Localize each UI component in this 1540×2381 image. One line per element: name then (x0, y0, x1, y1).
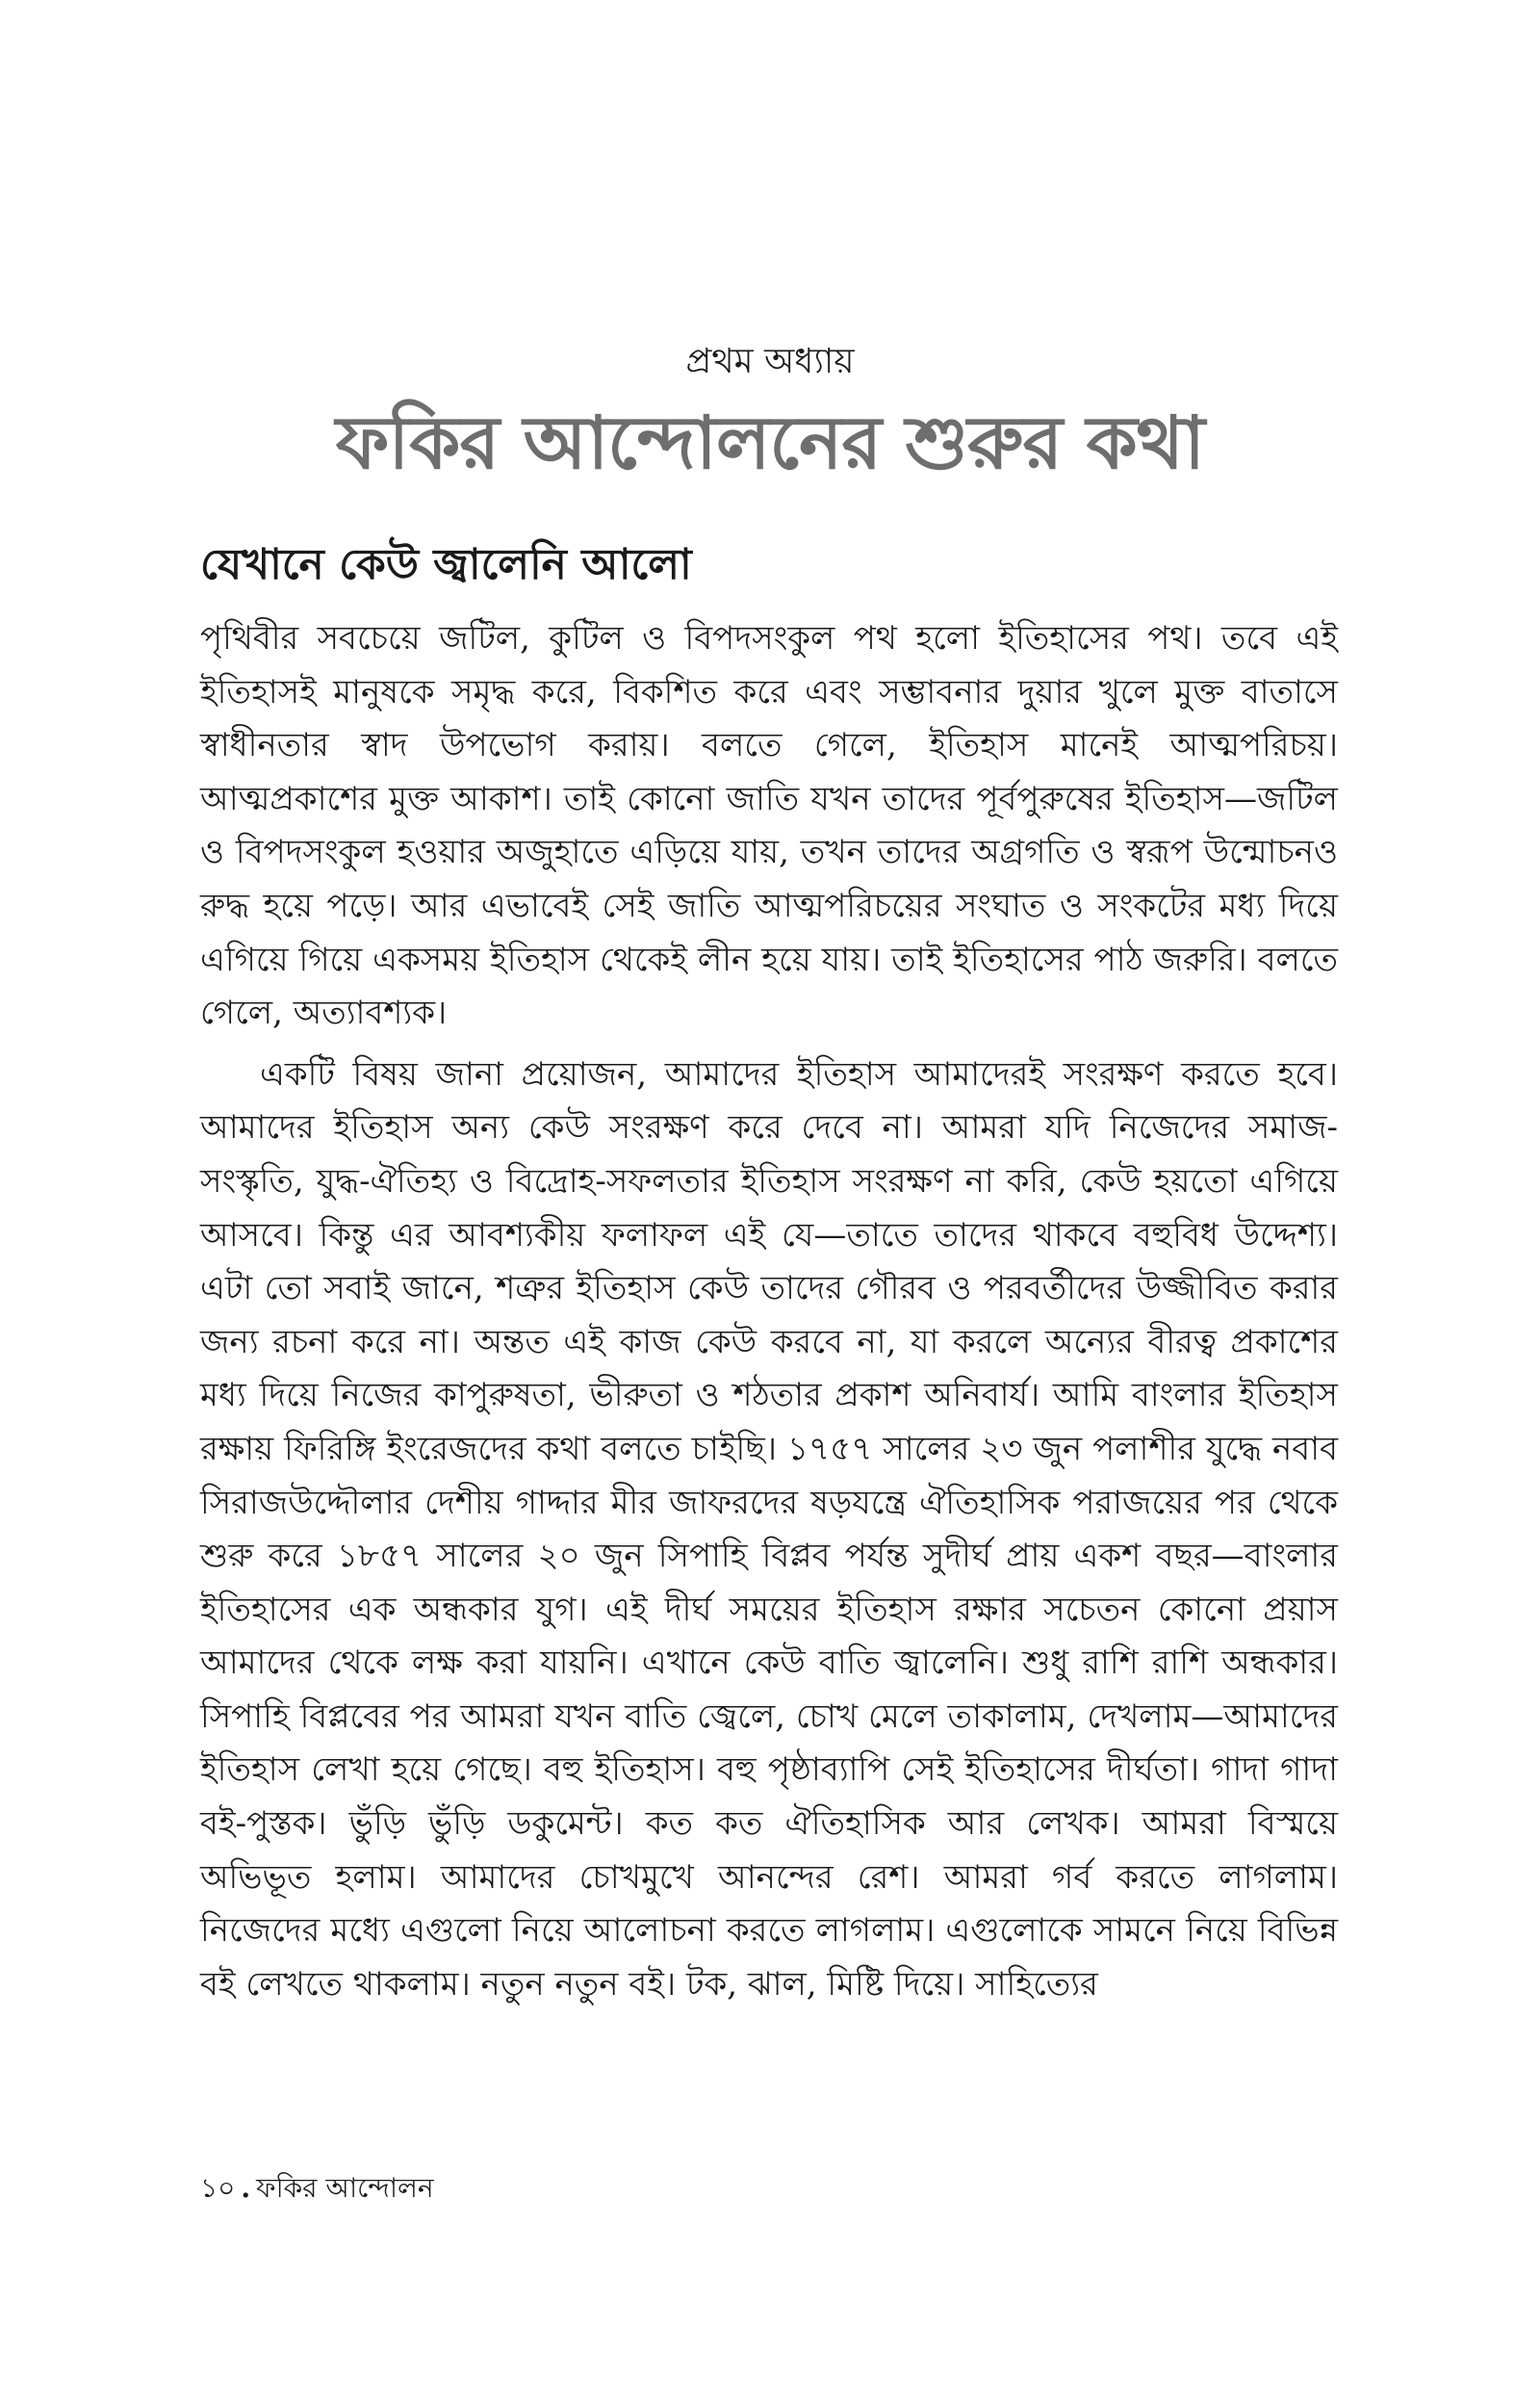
page-footer (200, 2169, 434, 2208)
footer-book-title: ফকির আন্দোলন (256, 2172, 434, 2204)
body-text (200, 612, 1338, 2011)
paragraph-2: একটি বিষয় জানা প্রয়োজন, আমাদের ইতিহাস আমাদেরই সংরক্ষণ করতে হবে। আমাদের ইতিহাস অন্য কেউ সংরক্ষণ করে দেবে না। আমরা যদি নিজেদের সমাজ-সংস্কৃতি, যুদ্ধ-ঐতিহ্য ও বিদ্রোহ-সফলতার ইতিহাস সংরক্ষণ না করি, কেউ হয়তো এগিয়ে আসবে। কিন্তু এর আবশ্যকীয় ফলাফল এই যে—তাতে তাদের থাকবে বহুবিধ উদ্দেশ্য। এটা তো সবাই জানে, শত্রুর ইতিহাস কেউ তাদের গৌরব ও পরবর্তীদের উজ্জীবিত করার জন্য রচনা করে না। অন্তত এই কাজ কেউ করবে না, যা করলে অন্যের বীরত্ব প্রকাশের মধ্য দিয়ে নিজের কাপুরুষতা, ভীরুতা ও শঠতার প্রকাশ অনিবার্য। আমি বাংলার ইতিহাস রক্ষায় ফিরিঙ্গি ইংরেজদের কথা বলতে চাইছি। ১৭৫৭ সালের ২৩ জুন পলাশীর যুদ্ধে নবাব সিরাজউদ্দৌলার দেশীয় গাদ্দার মীর জাফরদের ষড়যন্ত্রে ঐতিহাসিক পরাজয়ের পর থেকে শুরু করে ১৮৫৭ সালের ২০ জুন সিপাহি বিপ্লব পর্যন্ত সুদীর্ঘ প্রায় একশ বছর—বাংলার ইতিহাসের এক অন্ধকার যুগ। এই দীর্ঘ সময়ের ইতিহাস রক্ষার সচেতন কোনো প্রয়াস আমাদের থেকে লক্ষ করা যায়নি। এখানে কেউ বাতি জ্বালেনি। শুধু রাশি রাশি অন্ধকার। সিপাহি বিপ্লবের পর আমরা যখন বাতি জ্বেলে, চোখ মেলে তাকালাম, দেখলাম—আমাদের ইতিহাস লেখা হয়ে গেছে। বহু ইতিহাস। বহু পৃষ্ঠাব্যাপি সেই ইতিহাসের দীর্ঘতা। গাদা গাদা বই-পুস্তক। ভুঁড়ি ভুঁড়ি ডকুমেন্ট। কত কত ঐতিহাসিক আর লেখক। আমরা বিস্ময়ে অভিভূত হলাম। আমাদের চোখমুখে আনন্দের রেশ। আমরা গর্ব করতে লাগলাম। নিজেদের মধ্যে এগুলো নিয়ে আলোচনা করতে লাগলাম। এগুলোকে সামনে নিয়ে বিভিন্ন বই লেখতে থাকলাম। নতুন নতুন বই। টক, ঝাল, মিষ্টি দিয়ে। সাহিত্যের (200, 1054, 1338, 2004)
page-number: ১০ (200, 2172, 236, 2204)
chapter-title: ফকির আন্দোলনের শুরুর কথা (335, 400, 1205, 485)
footer-separator: . (241, 2172, 251, 2204)
paragraph-1: পৃথিবীর সবচেয়ে জটিল, কুটিল ও বিপদসংকুল পথ হলো ইতিহাসের পথ। তবে এই ইতিহাসই মানুষকে সমৃদ্ধ করে, বিকশিত করে এবং সম্ভাবনার দুয়ার খুলে মুক্ত বাতাসে স্বাধীনতার স্বাদ উপভোগ করায়। বলতে গেলে, ইতিহাস মানেই আত্মপরিচয়। আত্মপ্রকাশের মুক্ত আকাশ। তাই কোনো জাতি যখন তাদের পূর্বপুরুষের ইতিহাস—জটিল ও বিপদসংকুল হওয়ার অজুহাতে এড়িয়ে যায়, তখন তাদের অগ্রগতি ও স্বরূপ উন্মোচনও রুদ্ধ হয়ে পড়ে। আর এভাবেই সেই জাতি আত্মপরিচয়ের সংঘাত ও সংকটের মধ্য দিয়ে এগিয়ে গিয়ে একসময় ইতিহাস থেকেই লীন হয়ে যায়। তাই ইতিহাসের পাঠ জরুরি। বলতে গেলে, অত্যাবশ্যক। (200, 619, 1338, 1033)
section-heading: যেখানে কেউ জ্বালেনি আলো (200, 540, 692, 589)
chapter-label: প্রথম অধ্যায় (685, 342, 855, 381)
